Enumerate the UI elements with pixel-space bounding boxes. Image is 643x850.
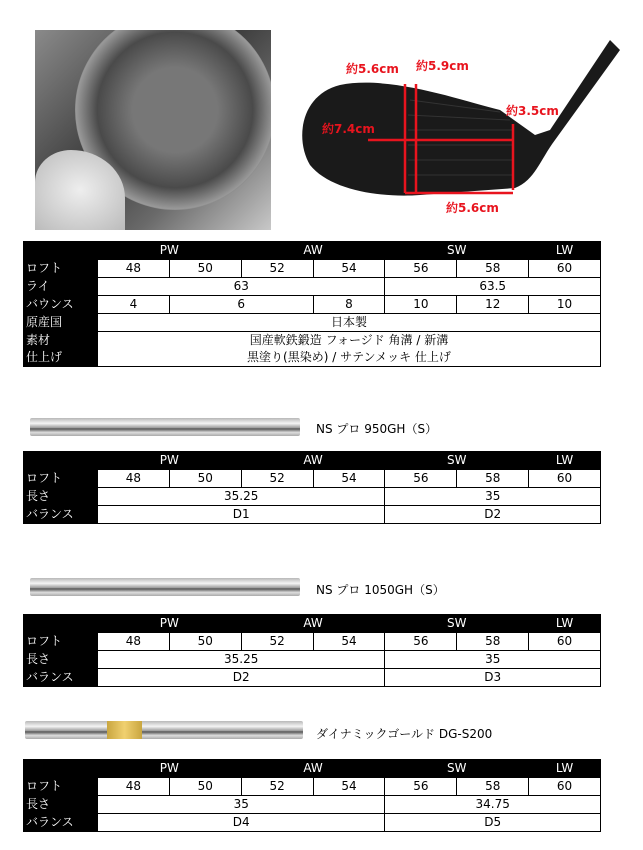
table-cell: D5: [385, 814, 600, 831]
table-cell: D2: [385, 506, 600, 523]
column-header: PW: [98, 615, 241, 632]
row-label: 素材: [26, 333, 51, 347]
table-cell: 54: [314, 633, 385, 650]
table-cell: 58: [457, 470, 528, 487]
table-cell: 35: [385, 651, 600, 668]
table-cell: 34.75: [385, 796, 600, 813]
table-cell: 60: [529, 778, 600, 795]
table-cell: 日本製: [98, 314, 600, 331]
table-cell: 58: [457, 633, 528, 650]
table-cell: D2: [98, 669, 384, 686]
wedge-dimension-diagram: [300, 40, 620, 230]
cell-line: 国産軟鉄鍛造 フォージド 角溝 / 新溝: [249, 333, 449, 347]
row-label: バウンス: [24, 296, 97, 313]
spec-table-ns1050: [23, 614, 601, 687]
dim-label: 約5.6cm: [346, 62, 399, 76]
column-header: LW: [529, 615, 600, 632]
table-cell: 6: [170, 296, 313, 313]
table-cell: 54: [314, 470, 385, 487]
table-cell: 35.25: [98, 488, 384, 505]
row-label: 長さ: [24, 651, 97, 668]
row-label: ロフト: [24, 470, 97, 487]
column-header: SW: [385, 760, 528, 777]
column-header: AW: [242, 452, 385, 469]
table-cell: 4: [98, 296, 169, 313]
shaft-name: NS プロ 1050GH（S）: [316, 583, 445, 597]
table-cell: D4: [98, 814, 384, 831]
column-header: SW: [385, 452, 528, 469]
column-header: LW: [529, 452, 600, 469]
row-label-group: [24, 332, 97, 366]
column-header: AW: [242, 760, 385, 777]
table-cell: 56: [385, 260, 456, 277]
header-corner: [24, 452, 97, 469]
table-cell: 63: [98, 278, 384, 295]
shaft-name: NS プロ 950GH（S）: [316, 422, 438, 436]
column-header: AW: [242, 242, 385, 259]
row-label: ライ: [24, 278, 97, 295]
spec-table-head: [23, 241, 601, 367]
column-header: SW: [385, 615, 528, 632]
table-cell: D3: [385, 669, 600, 686]
shaft-name: ダイナミックゴールド DG-S200: [316, 727, 493, 741]
row-label: 仕上げ: [26, 350, 63, 364]
table-cell: 60: [529, 260, 600, 277]
table-cell: 50: [170, 633, 241, 650]
table-cell: 56: [385, 470, 456, 487]
shaft-image-ns950: [30, 418, 300, 436]
dim-label: 約5.9cm: [416, 59, 469, 73]
table-cell: 58: [457, 260, 528, 277]
table-cell: 54: [314, 260, 385, 277]
row-label: 原産国: [24, 314, 97, 331]
table-cell: 48: [98, 260, 169, 277]
row-label: バランス: [24, 814, 97, 831]
column-header: PW: [98, 242, 241, 259]
table-cell: 48: [98, 778, 169, 795]
table-cell: 48: [98, 470, 169, 487]
grinding-photo: [35, 30, 271, 230]
table-cell: 60: [529, 470, 600, 487]
cell-line: 黒塗り(黒染め) / サテンメッキ 仕上げ: [247, 350, 451, 364]
table-cell: 50: [170, 778, 241, 795]
table-cell: 35.25: [98, 651, 384, 668]
dim-label: 約3.5cm: [506, 104, 559, 118]
column-header: LW: [529, 242, 600, 259]
shaft-image-ns1050: [30, 578, 300, 596]
row-label: ロフト: [24, 778, 97, 795]
row-label: 長さ: [24, 488, 97, 505]
header-corner: [24, 760, 97, 777]
dim-label: 約5.6cm: [446, 201, 499, 215]
table-cell: 50: [170, 470, 241, 487]
table-cell: 8: [314, 296, 385, 313]
table-cell: 54: [314, 778, 385, 795]
header-corner: [24, 615, 97, 632]
table-cell: 63.5: [385, 278, 600, 295]
spec-table-ns950: [23, 451, 601, 524]
table-cell: 56: [385, 633, 456, 650]
table-cell: 52: [242, 633, 313, 650]
table-cell: 10: [385, 296, 456, 313]
table-cell: 52: [242, 260, 313, 277]
table-cell: 35: [98, 796, 384, 813]
column-header: PW: [98, 760, 241, 777]
row-label: ロフト: [24, 633, 97, 650]
column-header: AW: [242, 615, 385, 632]
table-cell: 35: [385, 488, 600, 505]
header-corner: [24, 242, 97, 259]
row-label: バランス: [24, 506, 97, 523]
column-header: PW: [98, 452, 241, 469]
spec-table-dg: [23, 759, 601, 832]
row-label: 長さ: [24, 796, 97, 813]
table-cell: D1: [98, 506, 384, 523]
table-cell: [98, 332, 600, 366]
shaft-image-dg: [25, 721, 303, 739]
table-cell: 12: [457, 296, 528, 313]
column-header: SW: [385, 242, 528, 259]
table-cell: 60: [529, 633, 600, 650]
table-cell: 10: [529, 296, 600, 313]
table-cell: 48: [98, 633, 169, 650]
table-cell: 56: [385, 778, 456, 795]
dim-label: 約7.4cm: [322, 122, 375, 136]
table-cell: 58: [457, 778, 528, 795]
table-cell: 50: [170, 260, 241, 277]
column-header: LW: [529, 760, 600, 777]
row-label: ロフト: [24, 260, 97, 277]
table-cell: 52: [242, 470, 313, 487]
row-label: バランス: [24, 669, 97, 686]
table-cell: 52: [242, 778, 313, 795]
